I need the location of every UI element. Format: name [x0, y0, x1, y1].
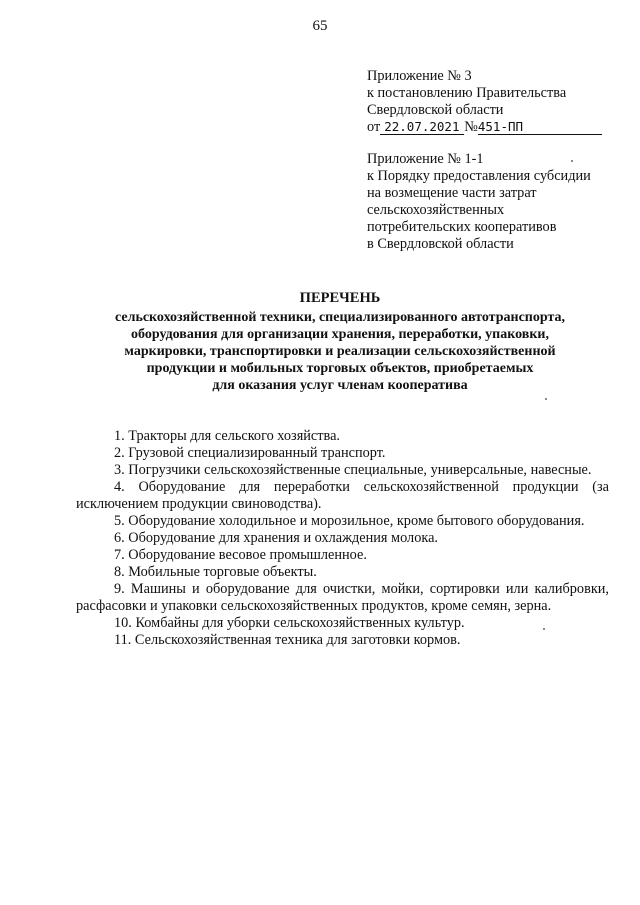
list-item: 6. Оборудование для хранения и охлаждения молока.: [114, 530, 438, 546]
scan-speck: [545, 398, 547, 400]
number-prefix: №: [464, 119, 478, 135]
date-prefix: от: [367, 119, 381, 135]
list-item: 4. Оборудование для переработки сельскохозяйственной продукции (за исключением продукции свиноводства).: [76, 479, 609, 512]
list-item: 10. Комбайны для уборки сельскохозяйственных культур.: [114, 615, 465, 631]
list-item: 1. Тракторы для сельского хозяйства.: [114, 428, 340, 444]
document-title: [60, 290, 620, 394]
title-line-2: оборудования для организации хранения, переработки, упаковки,: [131, 327, 549, 342]
title-line-5: для оказания услуг членам кооператива: [212, 378, 468, 393]
appendix-3-line-2: к постановлению Правительства: [367, 85, 567, 101]
appendix-3-block: [367, 68, 629, 136]
list-item: 3. Погрузчики сельскохозяйственные специальные, универсальные, навесные.: [114, 462, 592, 478]
appendix-1-1-line-5: потребительских кооперативов: [367, 219, 557, 235]
title-line-3: маркировки, транспортировки и реализации сельскохозяйственной: [124, 344, 556, 359]
list-item: 11. Сельскохозяйственная техника для заготовки кормов.: [114, 632, 461, 648]
title-line-1: сельскохозяйственной техники, специализированного автотранспорта,: [114, 310, 566, 325]
appendix-1-1-line-6: в Свердловской области: [367, 236, 514, 252]
appendix-3-title: Приложение № 3: [367, 68, 472, 84]
appendix-1-1-title: Приложение № 1-1: [367, 151, 484, 167]
appendix-1-1-block: [367, 151, 629, 253]
date-value: 22.07.2021: [380, 119, 464, 135]
list-item: 8. Мобильные торговые объекты.: [114, 564, 317, 580]
appendix-1-1-line-3: на возмещение части затрат: [367, 185, 537, 201]
page-number: 65: [312, 18, 328, 34]
scan-speck: [543, 628, 545, 630]
appendix-3-date-line: [367, 119, 629, 136]
title-line-4: продукции и мобильных торговых объектов, приобретаемых: [146, 361, 534, 376]
list-item: 7. Оборудование весовое промышленное.: [114, 547, 367, 563]
scan-speck: [571, 160, 573, 162]
number-value: 451-ПП: [478, 119, 602, 135]
title-heading: ПЕРЕЧЕНЬ: [299, 290, 381, 306]
list-item: 9. Машины и оборудование для очистки, мойки, сортировки или калибровки, расфасовки и упаковки сельскохозяйственных продуктов, кроме семян, зерна.: [76, 581, 609, 614]
equipment-list: [76, 428, 609, 649]
appendix-1-1-line-4: сельскохозяйственных: [367, 202, 505, 218]
list-item: 2. Грузовой специализированный транспорт.: [114, 445, 386, 461]
appendix-3-line-3: Свердловской области: [367, 102, 504, 118]
list-item: 5. Оборудование холодильное и морозильное, кроме бытового оборудования.: [114, 513, 585, 529]
appendix-1-1-line-2: к Порядку предоставления субсидии: [367, 168, 591, 184]
